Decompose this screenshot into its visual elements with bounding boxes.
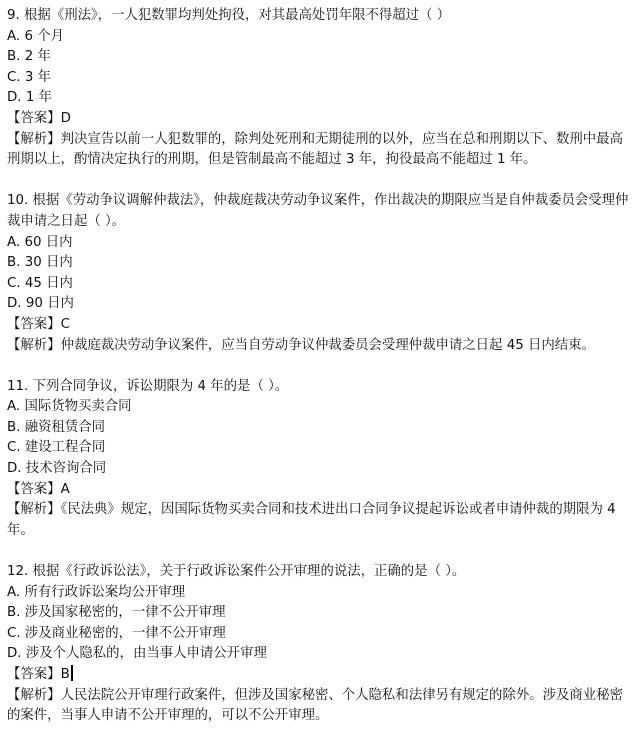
option-c: C. 45 日内 <box>7 275 73 291</box>
analysis-line <box>7 500 630 541</box>
option-a: A. 6 个月 <box>7 28 64 44</box>
answer-label: 【答案】 <box>7 481 61 497</box>
option-b: B. 涉及国家秘密的，一律不公开审理 <box>7 605 226 621</box>
answer-label: 【答案】 <box>7 667 61 682</box>
answer-label: 【答案】 <box>7 316 61 332</box>
analysis-label: 【解析】 <box>7 131 61 147</box>
answer-value: D <box>60 110 71 126</box>
question-stem: 9. 根据《刑法》，一人犯数罪均判处拘役，对其最高处罚年限不得超过（ ） <box>7 8 451 23</box>
analysis-text: 判决宣告以前一人犯数罪的，除判处死刑和无期徒刑的以外，应当在总和刑期以下、数刑中最高刑期以上，酌情决定执行的刑期，但是管制最高不能超过 3 年，拘役最高不能超过 1 年。 <box>7 131 623 168</box>
question-12 <box>7 562 630 727</box>
analysis-line <box>7 336 630 357</box>
option-d: D. 涉及个人隐私的，由当事人申请公开审理 <box>7 646 267 662</box>
option-d: D. 90 日内 <box>7 296 74 312</box>
answer-label: 【答案】 <box>7 110 61 126</box>
analysis-label: 【解析】 <box>7 502 61 518</box>
analysis-line <box>7 686 630 727</box>
option-d: D. 1 年 <box>7 90 52 106</box>
option-d: D. 技术咨询合同 <box>7 461 107 477</box>
option-a: A. 60 日内 <box>7 234 73 250</box>
question-stem: 10. 根据《劳动争议调解仲裁法》，仲裁庭裁决劳动争议案件，作出裁决的期限应当是自仲裁委员会受理仲裁申请之日起（ ）。 <box>7 193 629 229</box>
analysis-label: 【解析】 <box>7 687 61 703</box>
option-b: B. 2 年 <box>7 49 51 65</box>
analysis-line <box>7 130 630 171</box>
answer-line[interactable] <box>7 665 630 686</box>
analysis-text: 仲裁庭裁决劳动争议案件，应当自劳动争议仲裁委员会受理仲裁申请之日起 45 日内结束。 <box>60 337 595 353</box>
question-9 <box>7 6 630 171</box>
question-stem: 12. 根据《行政诉讼法》，关于行政诉讼案件公开审理的说法，正确的是（ ）。 <box>7 564 466 580</box>
question-11 <box>7 377 630 542</box>
option-a: A. 所有行政诉讼案均公开审理 <box>7 584 186 600</box>
option-c: C. 3 年 <box>7 69 52 85</box>
text-cursor <box>71 665 73 681</box>
answer-value: B <box>60 667 70 682</box>
answer-line <box>7 480 630 501</box>
analysis-text: 《民法典》规定，因国际货物买卖合同和技术进出口合同争议提起诉讼或者申请仲裁的期限为 4 年。 <box>7 502 616 538</box>
analysis-label: 【解析】 <box>7 337 61 353</box>
answer-line <box>7 109 630 130</box>
answer-value: A <box>60 481 70 497</box>
option-c: C. 涉及商业秘密的，一律不公开审理 <box>7 625 226 641</box>
question-stem: 11. 下列合同争议，诉讼期限为 4 年的是（ ）。 <box>7 378 289 394</box>
question-10 <box>7 191 630 356</box>
option-c: C. 建设工程合同 <box>7 440 106 456</box>
answer-value: C <box>60 316 70 332</box>
option-b: B. 30 日内 <box>7 255 73 271</box>
analysis-text: 人民法院公开审理行政案件，但涉及国家秘密、个人隐私和法律另有规定的除外。涉及商业秘密的案件，当事人申请不公开审理的，可以不公开审理。 <box>7 687 623 724</box>
option-a: A. 国际货物买卖合同 <box>7 399 132 415</box>
answer-line <box>7 315 630 336</box>
option-b: B. 融资租赁合同 <box>7 419 106 435</box>
